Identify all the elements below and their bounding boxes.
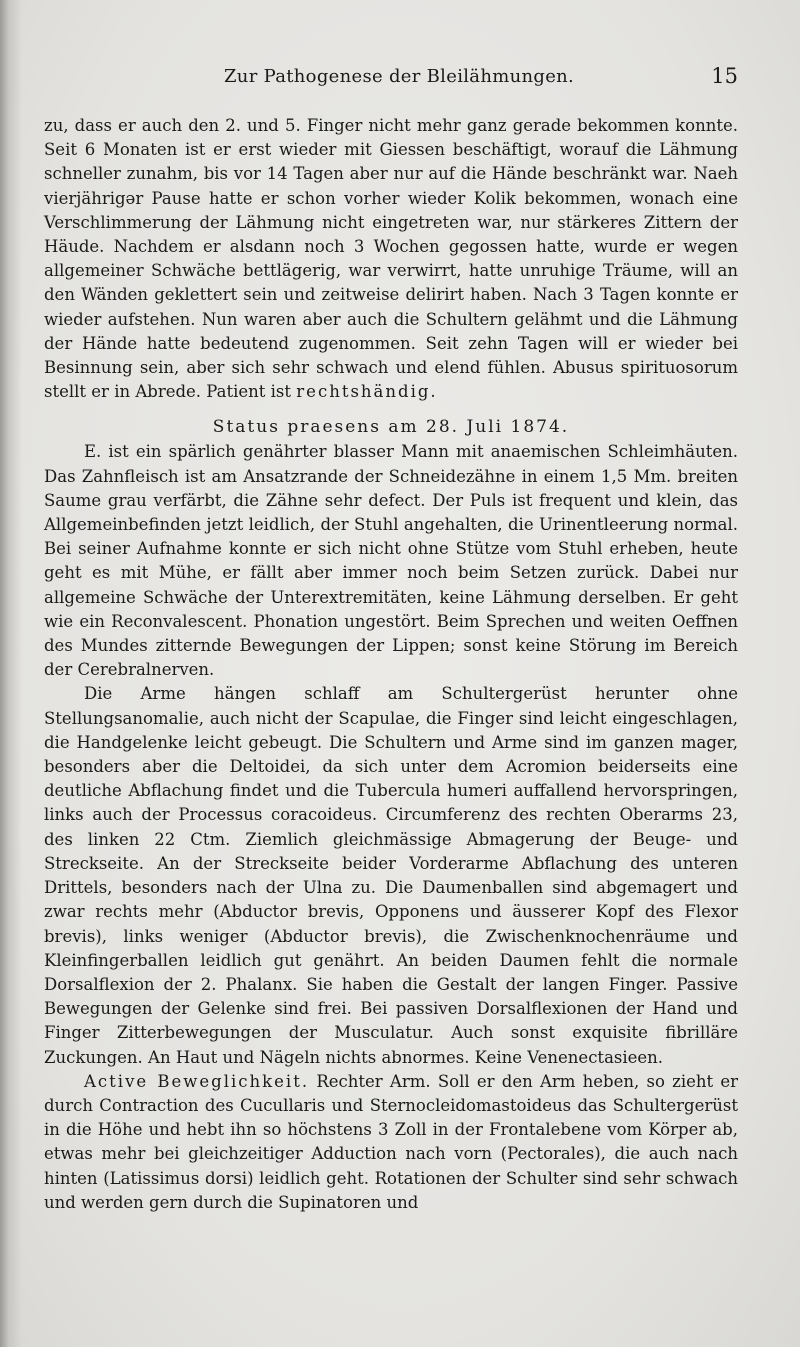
paragraph-4-emphasis: Active Beweglichkeit. xyxy=(84,1071,310,1091)
paragraph-4-text: Rechter Arm. Soll er den Arm heben, so zieht er durch Contraction des Cucullaris und Sternocleidomastoideus das Schultergerüst in die Höhe und hebt ihn so höchstens 3 Zoll in der Frontalebene vom Körper ab, etwas mehr bei gleichzeitiger Adduction nach vorn (Pectorales), die auch nach hinten (Latissimus dorsi) leidlich geht. Rotationen der Schulter sind sehr schwach und werden gern durch die Supinatoren und xyxy=(44,1071,739,1212)
binding-shadow xyxy=(0,0,22,1347)
body-text xyxy=(44,114,738,1215)
paragraph-4 xyxy=(44,1070,738,1215)
paragraph-1 xyxy=(44,114,738,404)
section-heading: Status praesens am 28. Juli 1874. xyxy=(212,417,570,438)
paragraph-1-text: zu, dass er auch den 2. und 5. Finger nicht mehr ganz gerade bekommen konnte. Seit 6 Monaten ist er erst wieder mit Giessen beschäftigt, worauf die Lähmung schneller zunahm, bis vor 14 Tagen aber nur auf die Hände beschränkt war. Naeh vierjährigər Pause hatte er schon vorher wieder Kolik bekommen, wonach eine Verschlimmerung der Lähmung nicht eingetreten war, nur stärkeres Zittern der Häude. Nachdem er alsdann noch 3 Wochen gegossen hatte, wurde er wegen allgemeiner Schwäche bettlägerig, war verwirrt, hatte unruhige Träume, will an den Wänden geklettert sein und zeitweise delirirt haben. Nach 3 Tagen konnte er wieder aufstehen. Nun waren aber auch die Schultern gelähmt und die Lähmung der Hände hatte bedeutend zugenommen. Seit zehn Tagen will er wieder bei Besinnung sein, aber sich sehr schwach und elend fühlen. Abusus spirituosorum stellt er in Abrede. Patient ist xyxy=(44,116,738,402)
paragraph-2: E. ist ein spärlich genährter blasser Mann mit anaemischen Schleimhäuten. Das Zahnfleisch ist am Ansatzrande der Schneidezähne in einem 1,5 Mm. breiten Saume grau verfärbt, die Zähne sehr defect. Der Puls ist frequent und klein, das Allgemeinbefinden jetzt leidlich, der Stuhl angehalten, die Urinentleerung normal. Bei seiner Aufnahme konnte er sich nicht ohne Stütze vom Stuhl erheben, heute geht es mit Mühe, er fällt aber immer noch beim Setzen zurück. Dabei nur allgemeine Schwäche der Unterextremitäten, keine Lähmung derselben. Er geht wie ein Reconvalescent. Phonation ungestört. Beim Sprechen und weiten Oeffnen des Mundes zitternde Bewegungen der Lippen; sonst keine Störung im Bereich der Cerebralnerven. xyxy=(44,442,738,680)
paragraph-3: Die Arme hängen schlaff am Schultergerüst herunter ohne Stellungsanomalie, auch nicht der Scapulae, die Finger sind leicht eingeschlagen, die Handgelenke leicht gebeugt. Die Schultern und Arme sind im ganzen mager, besonders aber die Deltoidei, da sich unter dem Acromion beiderseits eine deutliche Abflachung findet und die Tubercula humeri auffallend hervorspringen, links auch der Processus coracoideus. Circumferenz des rechten Oberarms 23, des linken 22 Ctm. Ziemlich gleichmässige Abmagerung der Beuge- und Streckseite. An der Streckseite beider Vorderarme Abflachung des unteren Drittels, besonders nach der Ulna zu. Die Daumenballen sind abgemagert und zwar rechts mehr (Abductor brevis, Opponens und äusserer Kopf des Flexor brevis), links weniger (Abductor brevis), die Zwischenknochenräume und Kleinfingerballen leidlich gut genährt. An beiden Daumen fehlt die normale Dorsalflexion der 2. Phalanx. Sie haben die Gestalt der langen Finger. Passive Bewegungen der Gelenke sind frei. Bei passiven Dorsalflexionen der Hand und Finger Zitterbewegungen der Musculatur. Auch sonst exquisite fibrilläre Zuckungen. An Haut und Nägeln nichts abnormes. Keine Venenectasieen. xyxy=(44,684,738,1067)
running-head: Zur Pathogenese der Bleilähmungen. xyxy=(224,66,575,87)
page-number: 15 xyxy=(711,64,738,88)
page-header xyxy=(44,66,738,96)
paragraph-1-emphasis: rechtshändig. xyxy=(296,382,438,402)
